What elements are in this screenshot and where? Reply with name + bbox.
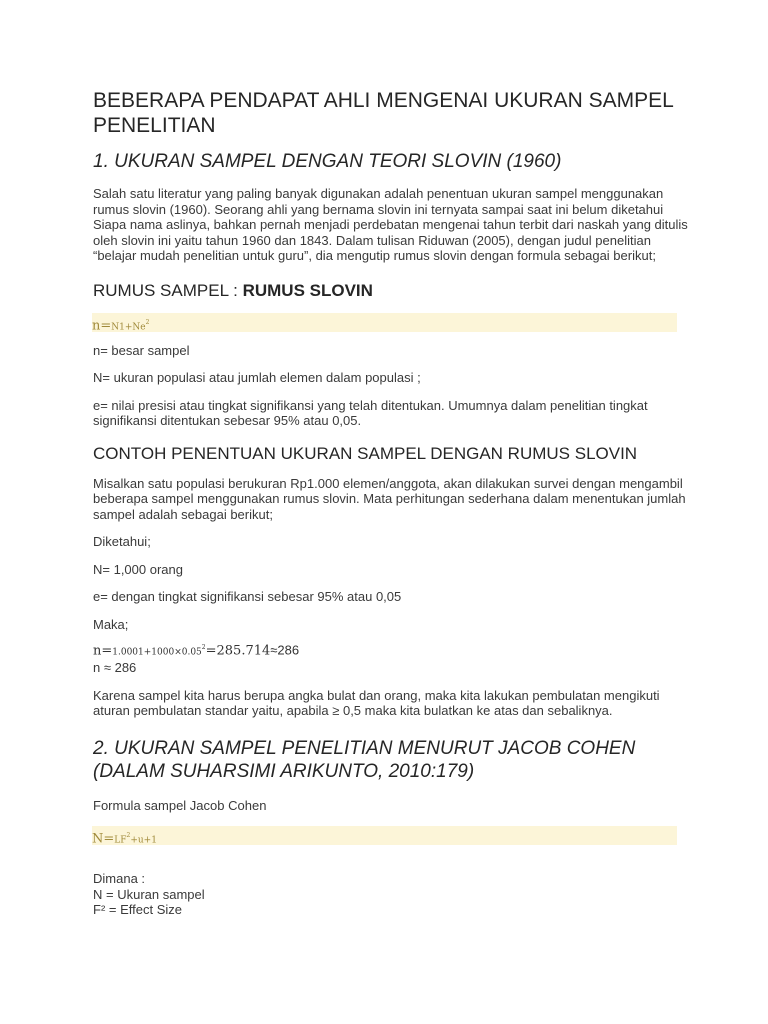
- section-heading-slovin: 1. UKURAN SAMPEL DENGAN TEORI SLOVIN (1960): [93, 151, 562, 172]
- formula-rhs: N1+Ne: [111, 321, 146, 332]
- cohen-definition-F: F² = Effect Size: [93, 902, 182, 918]
- calc-approx: ≈286: [270, 642, 300, 658]
- definition-N: N= ukuran populasi atau jumlah elemen dalam populasi ;: [93, 370, 421, 385]
- cohen-formula-label: Formula sampel Jacob Cohen: [93, 797, 267, 813]
- contoh-heading: CONTOH PENENTUAN UKURAN SAMPEL DENGAN RUMUS SLOVIN: [93, 443, 638, 463]
- dimana-label: Dimana :: [93, 871, 146, 887]
- rumus-label: RUMUS SAMPEL :: [93, 280, 238, 300]
- cohen-formula-exponent: 2: [126, 832, 131, 840]
- calc-lhs: n=: [93, 643, 113, 659]
- calc-fraction: 1.0001+1000×0.05: [112, 647, 202, 658]
- cohen-formula-tail: +u+1: [130, 835, 157, 846]
- conclusion-paragraph: Karena sampel kita harus berupa angka bulat dan orang, maka kita lakukan pembulatan mengikuti aturan pembulatan standar yaitu, apabila ≥ 0,5 maka kita bulatkan ke atas dan sebaliknya.: [93, 687, 660, 719]
- cohen-formula-rhs: LF: [114, 835, 127, 846]
- document-page: [93, 88, 693, 918]
- definition-e: e= nilai presisi atau tingkat signifikansi yang telah ditentukan. Umumnya dalam penelitian tingkat signifikansi ditentukan sebesar 95% atau 0,05.: [93, 397, 648, 428]
- calc-result: =285.714: [205, 643, 271, 659]
- section-heading-cohen: 2. UKURAN SAMPEL PENELITIAN MENURUT JACOB COHEN (DALAM SUHARSIMI ARIKUNTO, 2010:179): [93, 737, 636, 782]
- N-value: N= 1,000 orang: [93, 561, 183, 577]
- formula-lhs: n=: [92, 317, 112, 333]
- cohen-definition-N: N = Ukuran sampel: [93, 886, 205, 902]
- rumus-name: RUMUS SLOVIN: [242, 280, 373, 300]
- calculation-formula: [93, 640, 693, 660]
- cohen-formula: [92, 826, 677, 845]
- result-value: n ≈ 286: [93, 660, 137, 676]
- rumus-heading: [93, 280, 693, 301]
- diketahui-label: Diketahui;: [93, 534, 151, 549]
- document-title: BEBERAPA PENDAPAT AHLI MENGENAI UKURAN SAMPEL PENELITIAN: [93, 89, 674, 137]
- cohen-formula-lhs: N=: [92, 831, 115, 847]
- slovin-intro-paragraph: Salah satu literatur yang paling banyak digunakan adalah penentuan ukuran sampel menggunakan rumus slovin (1960). Seorang ahli yang bernama slovin ini ternyata sampai saat ini belum diketahui Siapa nama aslinya, bahkan pernah menjadi perdebatan mengenai tahun terbit dari naskah yang ditulis oleh slovin ini yaitu tahun 1960 dan 1843. Dalam tulisan Riduwan (2005), dengan judul penelitian “belajar mudah penelitian untuk guru”, dia mengutip rumus slovin dengan formula sebagai berikut;: [93, 186, 688, 263]
- maka-label: Maka;: [93, 616, 129, 632]
- calc-exponent: 2: [201, 644, 206, 651]
- slovin-formula: [92, 313, 677, 332]
- e-value: e= dengan tingkat signifikansi sebesar 95% atau 0,05: [93, 589, 402, 604]
- contoh-intro-paragraph: Misalkan satu populasi berukuran Rp1.000 elemen/anggota, akan dilakukan survei dengan mengambil beberapa sampel menggunakan rumus slovin. Mata perhitungan sederhana dalam menentukan jumlah sampel adalah sebagai berikut;: [93, 475, 686, 522]
- formula-exponent: 2: [145, 318, 150, 326]
- definition-n: n= besar sampel: [93, 342, 190, 358]
